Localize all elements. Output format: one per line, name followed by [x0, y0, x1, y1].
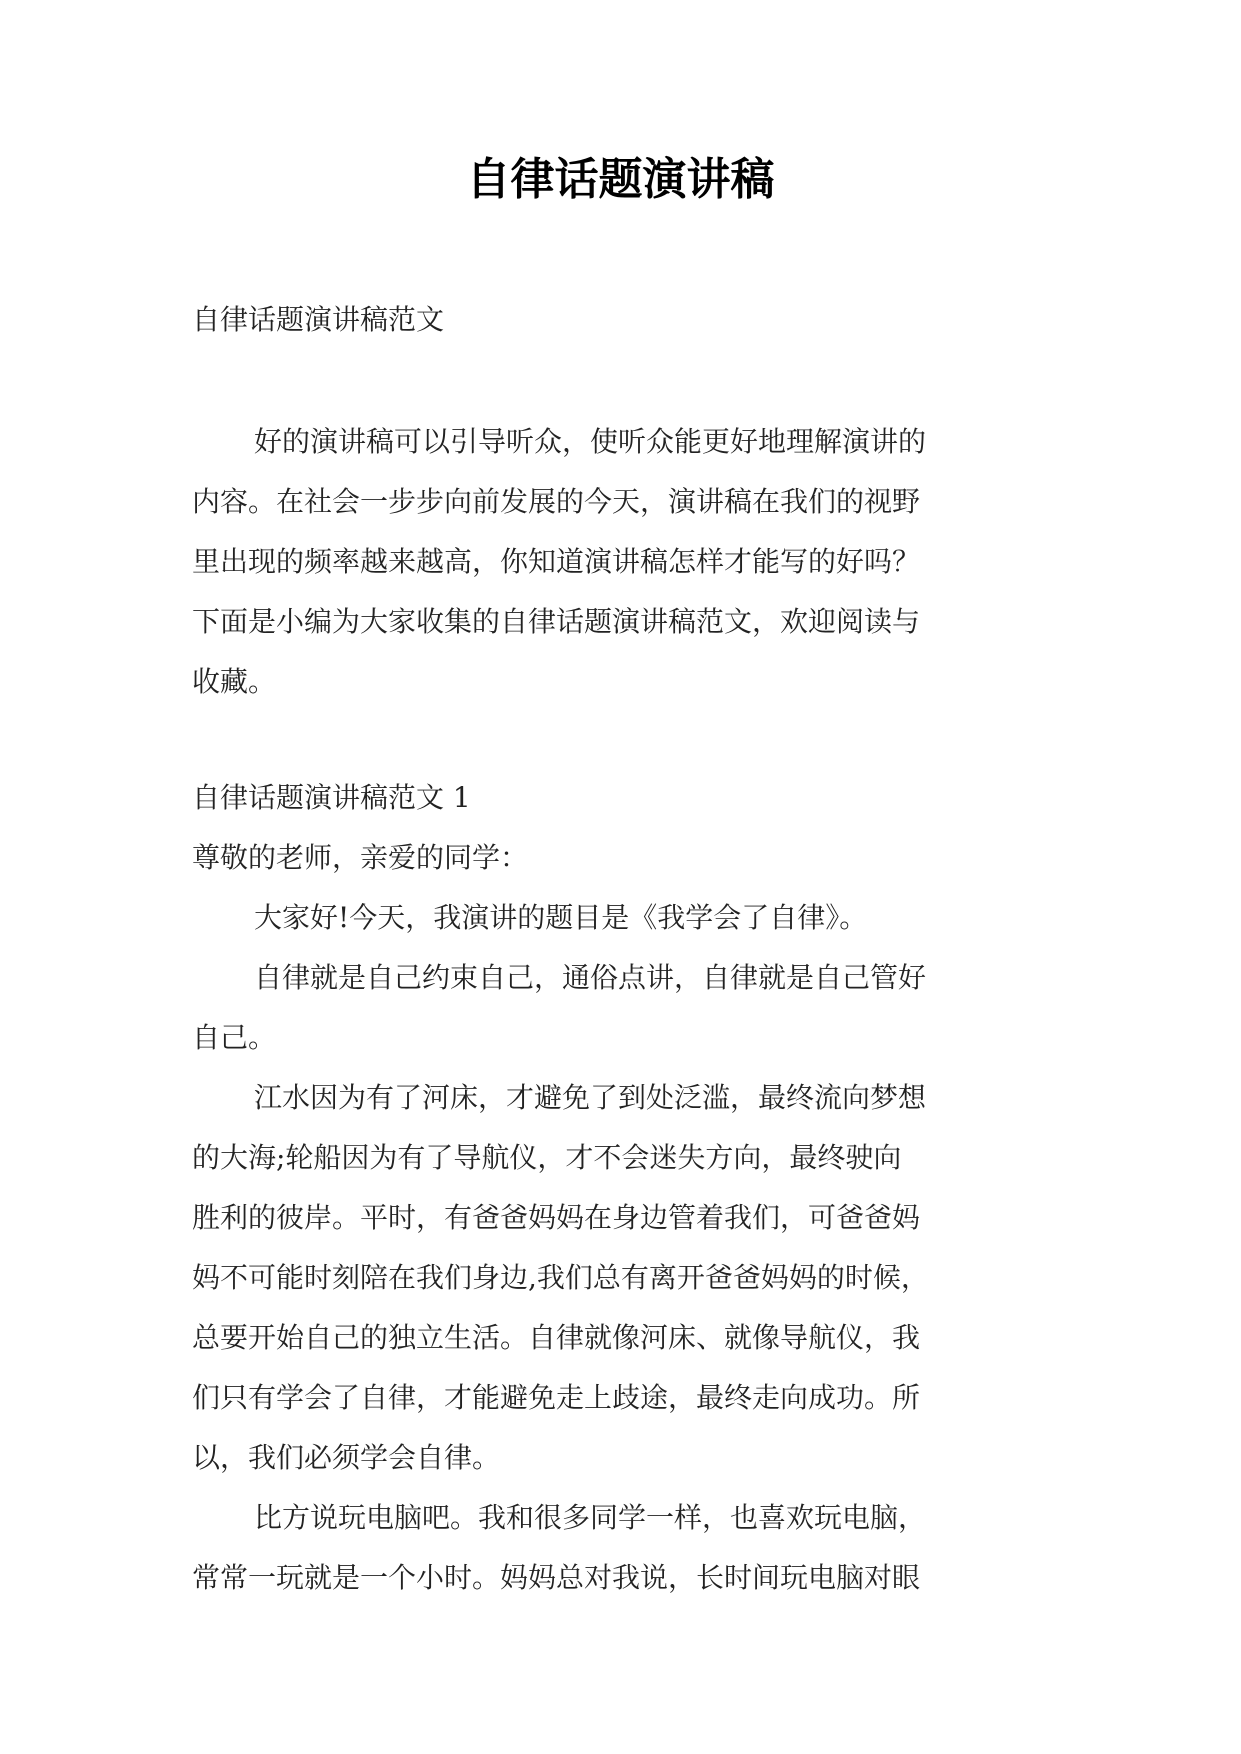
greeting: 大家好!今天，我演讲的题目是《我学会了自律》。: [254, 901, 868, 934]
paragraph-line: 收藏。: [192, 665, 277, 698]
paragraph-line: 好的演讲稿可以引导听众，使听众能更好地理解演讲的: [254, 425, 927, 458]
paragraph-line: 胜利的彼岸。平时，有爸爸妈妈在身边管着我们，可爸爸妈: [192, 1201, 921, 1234]
paragraph-line: 的大海;轮船因为有了导航仪，才不会迷失方向，最终驶向: [192, 1141, 902, 1174]
paragraph-line: 以，我们必须学会自律。: [192, 1441, 501, 1474]
document-title: 自律话题演讲稿: [466, 154, 775, 205]
paragraph-line: 常常一玩就是一个小时。妈妈总对我说，长时间玩电脑对眼: [192, 1561, 921, 1594]
section-heading: 自律话题演讲稿范文 1: [192, 781, 471, 814]
paragraph-line: 里出现的频率越来越高，你知道演讲稿怎样才能写的好吗？: [192, 545, 921, 578]
paragraph-line: 下面是小编为大家收集的自律话题演讲稿范文，欢迎阅读与: [192, 605, 921, 638]
subtitle: 自律话题演讲稿范文: [192, 303, 445, 336]
intro-paragraph: [192, 412, 1067, 712]
paragraph-line: 江水因为有了河床，才避免了到处泛滥，最终流向梦想: [254, 1081, 927, 1114]
paragraph-line: 自己。: [192, 1021, 277, 1054]
salutation: 尊敬的老师，亲爱的同学：: [192, 841, 529, 874]
document-body: [192, 290, 1067, 1608]
paragraph-line: 内容。在社会一步步向前发展的今天，演讲稿在我们的视野: [192, 485, 921, 518]
definition-paragraph: [192, 948, 1067, 1068]
paragraph-line: 们只有学会了自律，才能避免走上歧途，最终走向成功。所: [192, 1381, 921, 1414]
paragraph-line: 自律就是自己约束自己，通俗点讲，自律就是自己管好: [254, 961, 927, 994]
spacer: [192, 350, 1067, 412]
paragraph-line: 妈不可能时刻陪在我们身边,我们总有离开爸爸妈妈的时候，: [192, 1261, 929, 1294]
spacer: [192, 712, 1067, 768]
paragraph-line: 总要开始自己的独立生活。自律就像河床、就像导航仪，我: [192, 1321, 921, 1354]
river-paragraph: [192, 1068, 1067, 1488]
computer-paragraph: [192, 1488, 1067, 1608]
paragraph-line: 比方说玩电脑吧。我和很多同学一样，也喜欢玩电脑，: [254, 1501, 927, 1534]
